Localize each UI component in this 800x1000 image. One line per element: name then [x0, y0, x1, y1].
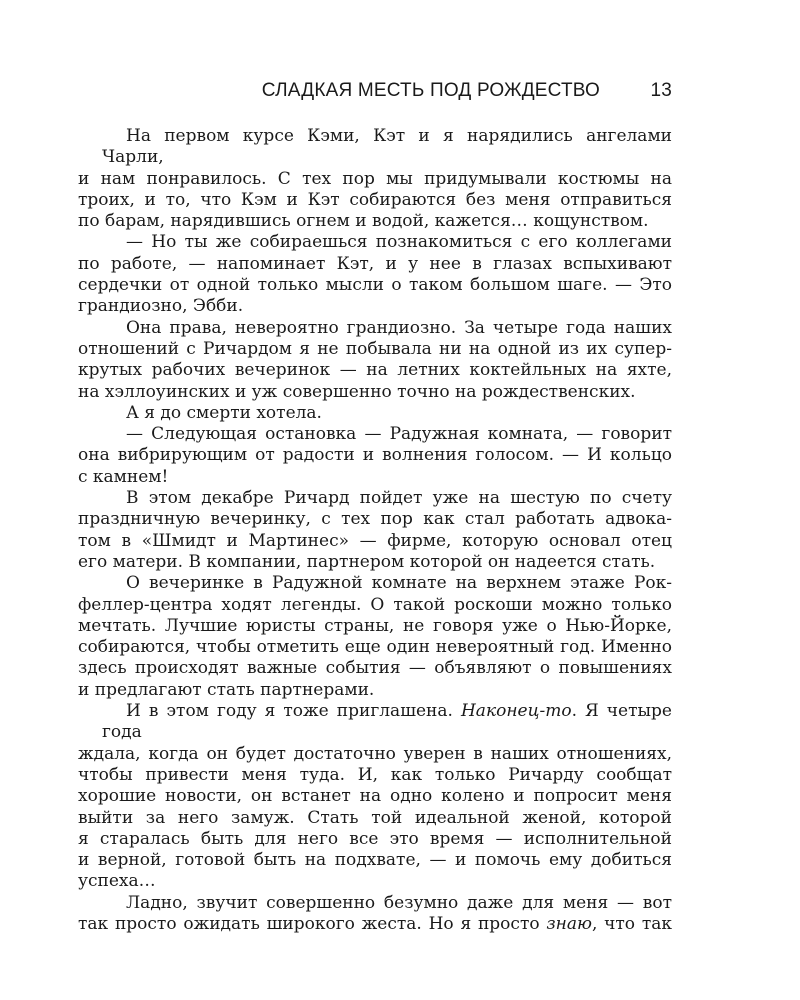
- text-run: . Я четыре года: [102, 701, 672, 743]
- text-line: праздничную вечеринку, с тех пор как стал работать адвока-: [78, 509, 672, 530]
- book-title: СЛАДКАЯ МЕСТЬ ПОД РОЖДЕСТВО: [261, 80, 600, 101]
- text-line: успеха…: [78, 871, 156, 892]
- text-line: отношений с Ричардом я не побывала ни на одной из их супер-: [78, 338, 672, 359]
- text-run: И в этом году я тоже приглашена.: [126, 701, 461, 722]
- text-line: Она права, невероятно грандиозно. За четыре года наших: [126, 317, 672, 338]
- paragraph: [78, 403, 672, 424]
- text-line: хорошие новости, он встанет на одно колено и попросит меня: [78, 786, 672, 807]
- text-line: здесь происходят важные события — объявляют о повышениях: [78, 658, 672, 679]
- text-line: чтобы привести меня туда. И, как только Ричарду сообщат: [78, 764, 672, 785]
- text-line: с камнем!: [78, 466, 169, 487]
- paragraph: [78, 573, 672, 701]
- text-line: крутых рабочих вечеринок — на летних коктейльных на яхте,: [78, 360, 672, 381]
- paragraph: [78, 424, 672, 488]
- paragraph: [78, 893, 672, 936]
- text-line: грандиозно, Эбби.: [78, 296, 244, 317]
- paragraph: [78, 488, 672, 573]
- text-line: феллер-центра ходят легенды. О такой роскоши можно только: [78, 594, 672, 615]
- text-line: мечтать. Лучшие юристы страны, не говоря уже о Нью-Йорке,: [78, 615, 672, 636]
- text-line: А я до смерти хотела.: [126, 402, 322, 423]
- text-line: и предлагают стать партнерами.: [78, 679, 375, 700]
- text-line: на хэллоуинских и уж совершенно точно на рождественских.: [78, 381, 636, 402]
- paragraph: [78, 318, 672, 403]
- body-text: [78, 126, 672, 935]
- text-line: [78, 701, 672, 744]
- paragraph: [78, 126, 672, 232]
- text-run: так просто ожидать широкого жеста. Но я просто: [78, 913, 547, 934]
- text-line: сердечки от одной только мысли о таком большом шаге. — Это: [78, 275, 672, 296]
- text-line: троих, и то, что Кэм и Кэт собираются без меня отправиться: [78, 189, 672, 210]
- text-line: На первом курсе Кэми, Кэт и я нарядились ангелами Чарли,: [102, 126, 672, 168]
- text-line: О вечеринке в Радужной комнате на верхнем этаже Рок-: [126, 573, 672, 594]
- text-run: , что так: [591, 913, 672, 934]
- page-number: 13: [650, 80, 672, 101]
- text-line: собираются, чтобы отметить еще один невероятный год. Именно: [78, 637, 672, 658]
- text-line: том в «Шмидт и Мартинес» — фирме, которую основал отец: [78, 530, 672, 551]
- text-line: ждала, когда он будет достаточно уверен в наших отношениях,: [78, 743, 672, 764]
- text-line: она вибрирующим от радости и волнения голосом. — И кольцо: [78, 445, 672, 466]
- text-line: я старалась быть для него все это время — исполнительной: [78, 828, 672, 849]
- text-line: В этом декабре Ричард пойдет уже на шестую по счету: [126, 488, 672, 509]
- text-line: и нам понравилось. С тех пор мы придумывали костюмы на: [78, 168, 672, 189]
- text-line: — Следующая остановка — Радужная комната, — говорит: [126, 424, 672, 445]
- text-line: и верной, готовой быть на подхвате, — и помочь ему добиться: [78, 850, 672, 871]
- text-line: по барам, нарядившись огнем и водой, кажется… кощунством.: [78, 211, 649, 232]
- running-header: [80, 80, 672, 106]
- emphasis-text: знаю: [546, 913, 592, 934]
- text-line: выйти за него замуж. Стать той идеальной женой, которой: [78, 807, 672, 828]
- text-line: по работе, — напоминает Кэт, и у нее в глазах вспыхивают: [78, 253, 672, 274]
- paragraph: [78, 701, 672, 893]
- text-line: его матери. В компании, партнером которой он надеется стать.: [78, 551, 656, 572]
- text-line: — Но ты же собираешься познакомиться с его коллегами: [126, 232, 672, 253]
- emphasis-text: Наконец-то: [460, 701, 572, 722]
- paragraph: [78, 232, 672, 317]
- text-line: Ладно, звучит совершенно безумно даже для меня — вот: [126, 892, 672, 913]
- text-line: [78, 914, 672, 935]
